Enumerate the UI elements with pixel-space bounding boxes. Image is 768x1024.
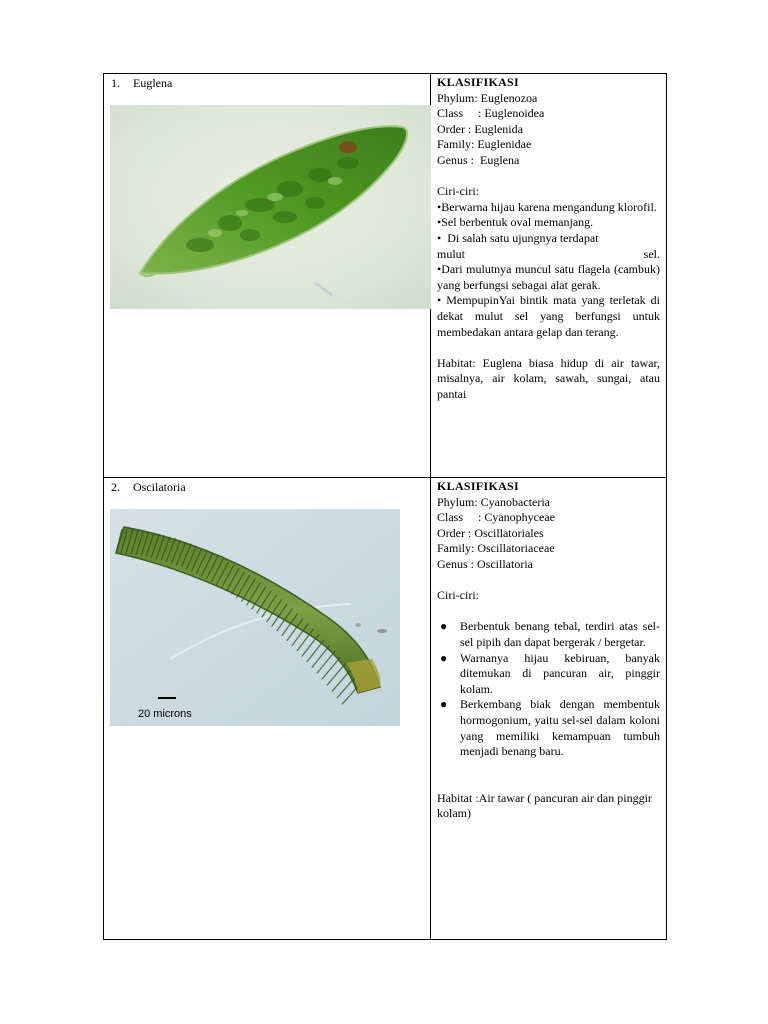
classification-phylum: Phylum: Cyanobacteria [437, 494, 550, 509]
table-row-euglena [104, 74, 667, 478]
classification-phylum: Phylum: Euglenozoa [437, 90, 538, 105]
organism-cell-euglena [104, 74, 431, 478]
ciri-item-part: sel. [643, 246, 660, 261]
ciri-item: • MempupinYai bintik mata yang terletak di dekat mulut sel yang berfungsi untuk membedakan antara gelap dan terang. [437, 293, 660, 339]
classification-genus: Genus : Euglena [437, 152, 520, 167]
euglena-micrograph [110, 105, 431, 309]
organism-title [104, 478, 430, 494]
table-row-oscilatoria [104, 478, 667, 940]
habitat-text: Habitat :Air tawar ( pancuran air dan pinggir kolam) [437, 790, 652, 821]
organism-name: Oscilatoria [133, 480, 186, 494]
organism-table [103, 73, 667, 940]
classification-genus: Genus : Oscillatoria [437, 556, 533, 571]
ciri-item: •Sel berbentuk oval memanjang. [437, 215, 594, 230]
ciri-item: •Dari mulutnya muncul satu flagela (cambuk) yang berfungsi sebagai alat gerak. [437, 262, 660, 292]
bullet-icon: ● [440, 650, 448, 665]
classification-order: Order : Euglenida [437, 121, 523, 136]
classification-class: Class : Euglenoidea [437, 106, 545, 121]
classification-heading: KLASIFIKASI [437, 479, 519, 493]
classification-heading: KLASIFIKASI [437, 75, 519, 89]
ciri-item-split [437, 247, 660, 263]
oscilatoria-micrograph [110, 509, 400, 726]
ciri-item: • Di salah satu ujungnya terdapat [437, 230, 599, 245]
organism-name: Euglena [133, 76, 173, 90]
organism-cell-oscilatoria [104, 478, 431, 940]
euglena-image [110, 105, 431, 309]
bullet-icon: ● [440, 697, 448, 712]
classification-family: Family: Euglenidae [437, 137, 532, 152]
ciri-label: Ciri-ciri: [437, 184, 479, 199]
classification-order: Order : Oscillatoriales [437, 525, 544, 540]
scale-label: 20 microns [138, 708, 192, 720]
ciri-item: •Berwarna hijau karena mengandung klorofil. [437, 199, 657, 214]
item-number: 1. [111, 76, 120, 90]
oscilatoria-image [110, 509, 400, 726]
ciri-list [437, 619, 660, 759]
ciri-item [437, 651, 660, 698]
ciri-item [437, 697, 660, 759]
ciri-text: Warnanya hijau kebiruan, banyak ditemukan di pancuran air, pinggir kolam. [460, 650, 660, 696]
description-cell-oscilatoria [431, 478, 667, 940]
classification-class: Class : Cyanophyceae [437, 510, 555, 525]
ciri-label: Ciri-ciri: [437, 588, 479, 603]
ciri-text: Berkembang biak dengan membentuk hormogonium, yaitu sel-sel dalam koloni yang memiliki kemampuan tumbuh menjadi benang baru. [460, 697, 660, 759]
organism-title [104, 74, 430, 90]
habitat-text: Habitat: Euglena biasa hidup di air tawar, misalnya, air kolam, sawah, sungai, atau pantai [437, 355, 660, 401]
ciri-text: Berbentuk benang tebal, terdiri atas sel-sel pipih dan dapat bergerak / bergetar. [460, 619, 660, 649]
description-cell-euglena [431, 74, 667, 478]
ciri-item [437, 619, 660, 650]
ciri-item-part: mulut [437, 246, 466, 261]
bullet-icon: ● [440, 619, 448, 634]
item-number: 2. [111, 480, 120, 494]
classification-family: Family: Oscillatoriaceae [437, 541, 555, 556]
